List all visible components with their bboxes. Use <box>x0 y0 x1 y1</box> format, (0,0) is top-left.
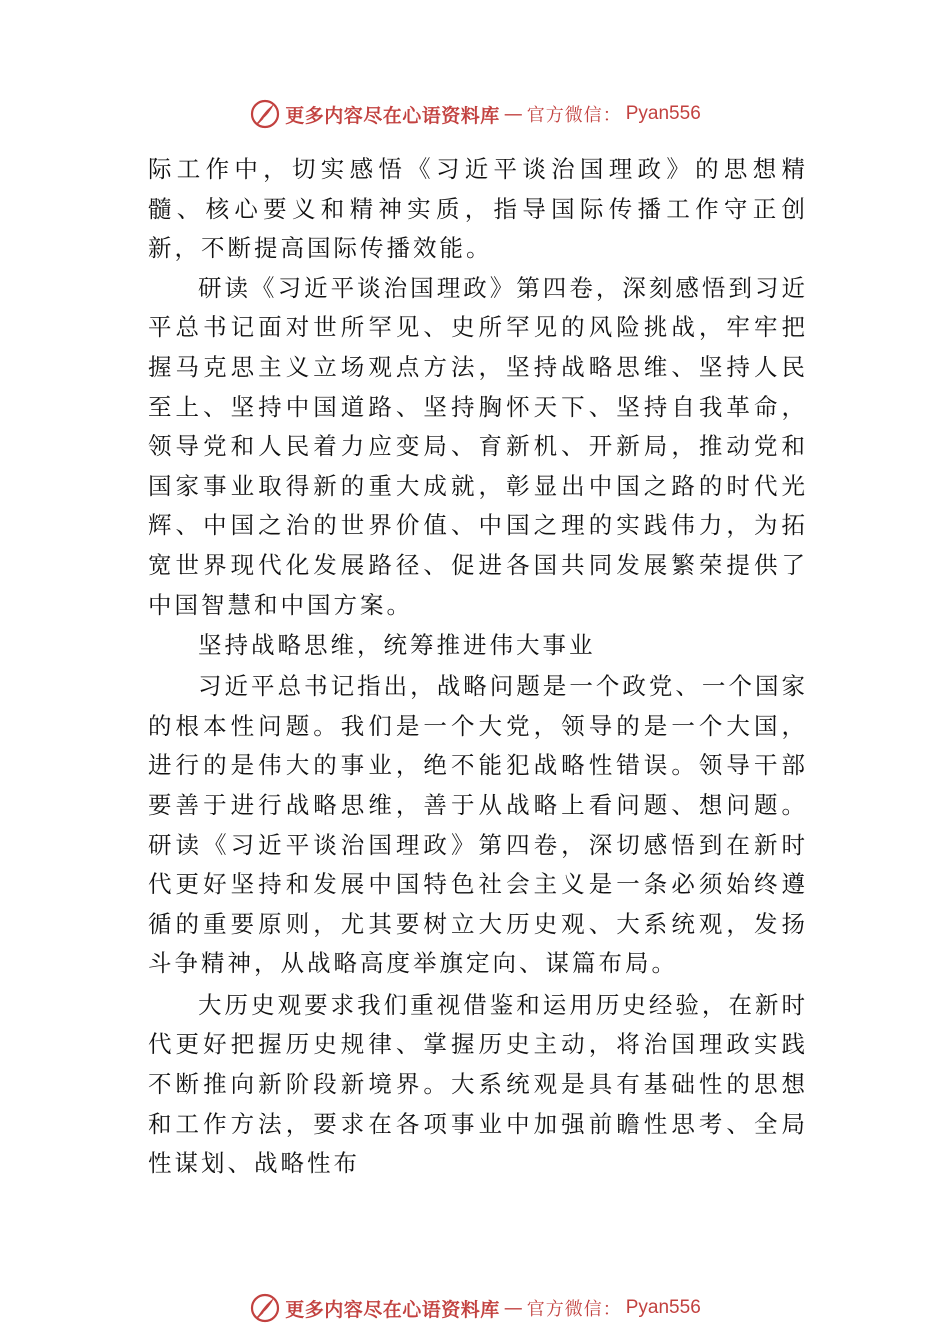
footer-watermark <box>0 1288 950 1328</box>
watermark-text: 更多内容尽在心语资料库 <box>285 1298 500 1321</box>
watermark-wechat-label: 官方微信： <box>526 1299 622 1320</box>
document-body <box>148 150 808 1184</box>
watermark-wechat-handle: Pyan556 <box>625 1297 701 1318</box>
paragraph: 习近平总书记指出，战略问题是一个政党、一个国家的根本性问题。我们是一个大党，领导的是一个大国，进行的是伟大的事业，绝不能犯战略性错误。领导干部要善于进行战略思维，善于从战略上看问题、想问题。研读《习近平谈治国理政》第四卷，深切感悟到在新时代更好坚持和发展中国特色社会主义是一条必须始终遵循的重要原则，尤其要树立大历史观、大系统观，发扬斗争精神，从战略高度举旗定向、谋篇布局。 <box>148 672 808 978</box>
watermark-wechat-label: 官方微信： <box>526 105 622 126</box>
paragraph: 研读《习近平谈治国理政》第四卷，深刻感悟到习近平总书记面对世所罕见、史所罕见的风险挑战，牢牢把握马克思主义立场观点方法，坚持战略思维、坚持人民至上、坚持中国道路、坚持胸怀天下、坚持自我革命，领导党和人民着力应变局、育新机、开新局，推动党和国家事业取得新的重大成就，彰显出中国之路的时代光辉、中国之治的世界价值、中国之理的实践伟力，为拓宽世界现代化发展路径、促进各国共同发展繁荣提供了中国智慧和中国方案。 <box>148 273 808 619</box>
feather-pen-logo-icon <box>249 98 281 130</box>
paragraph: 际工作中，切实感悟《习近平谈治国理政》的思想精髓、核心要义和精神实质，指导国际传播工作守正创新，不断提高国际传播效能。 <box>148 155 808 263</box>
paragraph: 大历史观要求我们重视借鉴和运用历史经验，在新时代更好把握历史规律、掌握历史主动，将治国理政实践不断推向新阶段新境界。大系统观是具有基础性的思想和工作方法，要求在各项事业中加强前瞻性思考、全局性谋划、战略性布 <box>148 990 808 1178</box>
section-heading: 坚持战略思维，统筹推进伟大事业 <box>198 631 596 660</box>
header-watermark <box>0 94 950 134</box>
watermark-separator: — <box>503 1297 523 1319</box>
watermark-text: 更多内容尽在心语资料库 <box>285 104 500 127</box>
feather-pen-logo-icon <box>249 1292 281 1324</box>
watermark-separator: — <box>503 103 523 125</box>
watermark-wechat-handle: Pyan556 <box>625 103 701 124</box>
